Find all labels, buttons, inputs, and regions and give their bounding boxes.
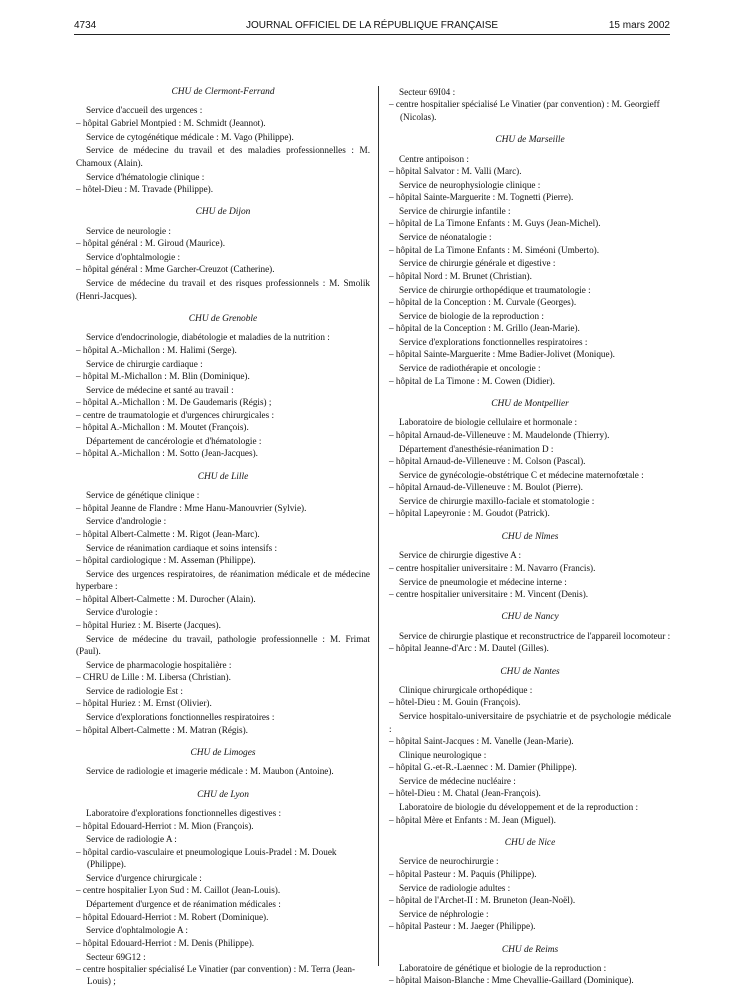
service-entry: [389, 205, 671, 230]
service-name: Département de cancérologie et d'hématologie :: [86, 435, 262, 446]
hospital-line: – centre hospitalier spécialisé Le Vinatier (par convention) : M. Terra (Jean-Louis) ;: [76, 963, 370, 988]
service-entry: [76, 872, 370, 897]
service-entry: [76, 633, 370, 658]
chu-section: [76, 471, 370, 736]
service-entry: [389, 749, 671, 774]
hospital-line: – centre hospitalier Lyon Sud : M. Caillot (Jean-Louis).: [76, 884, 370, 896]
service-name: Service d'hématologie clinique :: [86, 171, 205, 182]
hospital-line: – hôpital Lapeyronie : M. Goudot (Patrick).: [389, 507, 671, 519]
hospital-line: – centre hospitalier universitaire : M. Navarro (Francis).: [389, 562, 671, 574]
section-title: CHU de Reims: [501, 944, 559, 955]
service-entry: [76, 489, 370, 514]
service-name: Service de chirurgie digestive A :: [399, 550, 522, 561]
chu-section: [76, 747, 370, 778]
hospital-line: – hôpital cardio-vasculaire et pneumologique Louis-Pradel : M. Douek (Philippe).: [76, 846, 370, 871]
hospital-line: – hôpital A.-Michallon : M. De Gaudemaris (Régis) ;: [76, 396, 370, 408]
service-name: Service de biologie de la reproduction :: [399, 310, 544, 321]
hospital-line: – hôtel-Dieu : M. Travade (Philippe).: [76, 183, 370, 195]
hospital-line: – hôpital de La Timone Enfants : M. Guys (Jean-Michel).: [389, 217, 671, 229]
hospital-line: – hôpital Huriez : M. Ernst (Olivier).: [76, 697, 370, 709]
section-title: CHU de Montpellier: [491, 399, 569, 410]
service-entry: [76, 131, 370, 143]
service-name: Centre antipoison :: [399, 153, 469, 164]
service-entry: [76, 144, 370, 169]
service-entry: [76, 807, 370, 832]
hospital-line: – hôpital Maison-Blanche : Mme Chevallie-Gaillard (Dominique).: [389, 974, 671, 986]
service-name: Service d'urologie :: [86, 607, 158, 618]
service-entry: [389, 179, 671, 204]
service-entry: [76, 606, 370, 631]
service-entry: [389, 630, 671, 655]
hospital-line: – hôpital Arnaud-de-Villeneuve : M. Colson (Pascal).: [389, 455, 671, 467]
hospital-line: – hôtel-Dieu : M. Chatal (Jean-François).: [389, 787, 671, 799]
service-name: Service de radiothérapie et oncologie :: [399, 363, 541, 374]
hospital-line: – hôtel-Dieu : M. Gouin (François).: [389, 696, 671, 708]
chu-section: [76, 789, 370, 988]
hospital-line: – hôpital Sainte-Marguerite : Mme Badier-Jolivet (Monique).: [389, 348, 671, 360]
service-name: Service d'endocrinologie, diabétologie et maladies de la nutrition :: [86, 332, 330, 343]
service-entry: [76, 542, 370, 567]
hospital-line: – hôpital Edouard-Herriot : M. Robert (Dominique).: [76, 911, 370, 923]
journal-title: JOURNAL OFFICIEL DE LA RÉPUBLIQUE FRANÇAISE: [245, 20, 499, 31]
service-name: Service de pharmacologie hospitalière :: [86, 659, 232, 670]
hospital-line: – hôpital de la Conception : M. Grillo (Jean-Marie).: [389, 322, 671, 334]
service-entry: [76, 765, 370, 777]
service-name: Service de radiologie adultes :: [399, 882, 511, 893]
service-name: Service d'urgence chirurgicale :: [86, 872, 202, 883]
service-entry: [389, 908, 671, 933]
service-name: Service de médecine du travail et des maladies professionnelles : M. Chamoux (Alain).: [76, 145, 370, 168]
hospital-line: – hôpital Jeanne de Flandre : Mme Hanu-Manouvrier (Sylvie).: [76, 502, 370, 514]
service-entry: [389, 855, 671, 880]
chu-section: [389, 837, 671, 933]
service-name: Service des urgences respiratoires, de réanimation médicale et de médecine hyperbare :: [76, 568, 370, 592]
hospital-line: – hôpital Salvator : M. Valli (Marc).: [389, 165, 671, 177]
hospital-line: – hôpital Gabriel Montpied : M. Schmidt (Jeannot).: [76, 117, 370, 129]
chu-section: [389, 531, 671, 600]
service-entry: [76, 515, 370, 540]
service-entry: [76, 833, 370, 870]
page-number: 4734: [74, 20, 97, 31]
hospital-line: – hôpital Jeanne-d'Arc : M. Dautel (Gilles).: [389, 642, 671, 654]
service-name: Service d'explorations fonctionnelles respiratoires :: [86, 712, 275, 723]
service-name: Service de gynécologie-obstétrique C et médecine maternofœtale :: [399, 469, 644, 480]
hospital-line: – hôpital A.-Michallon : M. Halimi (Serge).: [76, 344, 370, 356]
hospital-line: – hôpital Arnaud-de-Villeneuve : M. Boulot (Pierre).: [389, 481, 671, 493]
section-title: CHU de Grenoble: [188, 314, 258, 325]
service-entry: [76, 104, 370, 129]
right-column: [389, 86, 671, 998]
service-name: Service de radiologie A :: [86, 834, 177, 845]
section-title: CHU de Nice: [504, 837, 556, 848]
service-name: Service de médecine du travail et des risques professionnels : M. Smolik (Henri-Jacques).: [76, 278, 370, 301]
service-entry: [76, 358, 370, 383]
service-name: Laboratoire de biologie cellulaire et hormonale :: [399, 417, 578, 428]
service-entry: [389, 469, 671, 494]
section-title: CHU de Lille: [197, 471, 249, 482]
service-name: Service de néphrologie :: [399, 908, 489, 919]
hospital-line: – hôpital cardiologique : M. Asseman (Philippe).: [76, 554, 370, 566]
hospital-line: – hôpital Nord : M. Brunet (Christian).: [389, 270, 671, 282]
hospital-line: – hôpital de La Timone Enfants : M. Siméoni (Umberto).: [389, 244, 671, 256]
service-entry: [76, 435, 370, 460]
service-name: Laboratoire de génétique et biologie de la reproduction :: [399, 963, 607, 973]
section-title: CHU de Clermont-Ferrand: [171, 87, 275, 97]
service-name: Laboratoire de biologie du développement et de la reproduction :: [399, 802, 639, 813]
chu-section: [76, 86, 370, 195]
hospital-line: – hôpital Pasteur : M. Paquis (Philippe).: [389, 868, 671, 880]
service-entry: [389, 284, 671, 309]
service-name: Service d'explorations fonctionnelles respiratoires :: [399, 337, 588, 348]
chu-section: [389, 134, 671, 387]
service-entry: [76, 659, 370, 684]
hospital-line: – hôpital Albert-Calmette : M. Matran (Régis).: [76, 724, 370, 736]
service-name: Service de neurophysiologie clinique :: [399, 179, 541, 190]
hospital-line: – hôpital A.-Michallon : M. Moutet (François).: [76, 421, 370, 433]
hospital-line: – hôpital Mère et Enfants : M. Jean (Miguel).: [389, 814, 671, 826]
service-name: Département d'urgence et de réanimation médicales :: [86, 899, 281, 910]
section-title: CHU de Limoges: [190, 747, 256, 758]
service-entry: [389, 231, 671, 256]
service-entry: [389, 443, 671, 468]
hospital-line: – hôpital Albert-Calmette : M. Durocher (Alain).: [76, 593, 370, 605]
service-entry: [76, 384, 370, 434]
service-name: Service de chirurgie maxillo-faciale et stomatologie :: [399, 496, 595, 507]
service-name: Service de médecine nucléaire :: [399, 775, 516, 786]
hospital-line: – hôpital Huriez : M. Biserte (Jacques).: [76, 619, 370, 631]
chu-section: [389, 944, 671, 987]
chu-section: [389, 86, 671, 123]
section-title: CHU de Nancy: [501, 612, 559, 623]
service-name: Service d'ophtalmologie :: [86, 252, 181, 263]
service-entry: [76, 898, 370, 923]
service-name: Secteur 69I04 :: [399, 87, 456, 97]
section-title: CHU de Lyon: [197, 789, 249, 800]
section-title: CHU de Nantes: [500, 666, 560, 677]
hospital-line: – CHRU de Lille : M. Libersa (Christian).: [76, 671, 370, 683]
service-entry: [76, 277, 370, 302]
service-name: Service de chirurgie générale et digestive :: [399, 258, 556, 269]
hospital-line: – hôpital de l'Archet-II : M. Bruneton (Jean-Noël).: [389, 894, 671, 906]
hospital-line: – hôpital M.-Michallon : M. Blin (Dominique).: [76, 370, 370, 382]
hospital-line: – hôpital de La Timone : M. Cowen (Didier).: [389, 375, 671, 387]
service-name: Service de chirurgie orthopédique et traumatologie :: [399, 284, 591, 295]
left-column: [76, 86, 370, 999]
hospital-line: – hôpital Arnaud-de-Villeneuve : M. Maudelonde (Thierry).: [389, 429, 671, 441]
service-name: Clinique neurologique :: [399, 749, 487, 760]
hospital-line: – hôpital Saint-Jacques : M. Vanelle (Jean-Marie).: [389, 735, 671, 747]
service-entry: [389, 710, 671, 747]
service-entry: [76, 685, 370, 710]
service-name: Service de chirurgie plastique et reconstructrice de l'appareil locomoteur :: [399, 630, 671, 641]
service-name: Service de génétique clinique :: [86, 490, 200, 501]
service-name: Service de neurochirurgie :: [399, 856, 499, 867]
service-entry: [76, 711, 370, 736]
section-title: CHU de Nîmes: [501, 531, 559, 542]
service-entry: [76, 951, 370, 988]
service-name: Service de réanimation cardiaque et soins intensifs :: [86, 542, 278, 553]
service-entry: [389, 86, 671, 123]
chu-section: [389, 666, 671, 826]
service-name: Secteur 69G12 :: [86, 951, 146, 962]
hospital-line: – hôpital de la Conception : M. Curvale (Georges).: [389, 296, 671, 308]
service-name: Département d'anesthésie-réanimation D :: [399, 443, 554, 454]
service-name: Service d'andrologie :: [86, 516, 167, 527]
service-entry: [389, 416, 671, 441]
hospital-line: – centre hospitalier universitaire : M. Vincent (Denis).: [389, 588, 671, 600]
service-name: Laboratoire d'explorations fonctionnelles digestives :: [86, 808, 282, 819]
service-entry: [76, 171, 370, 196]
hospital-line: – hôpital A.-Michallon : M. Sotto (Jean-Jacques).: [76, 447, 370, 459]
service-name: Service de néonatalogie :: [399, 232, 492, 243]
service-entry: [76, 331, 370, 356]
service-entry: [389, 801, 671, 826]
service-name: Service de médecine et santé au travail :: [86, 384, 234, 395]
chu-section: [389, 611, 671, 654]
service-entry: [389, 310, 671, 335]
page-header: [74, 18, 670, 35]
service-name: Service hospitalo-universitaire de psychiatrie et de psychologie médicale :: [389, 711, 671, 734]
hospital-line: – hôpital Pasteur : M. Jaeger (Philippe).: [389, 920, 671, 932]
service-name: Service de pneumologie et médecine interne :: [399, 576, 567, 587]
hospital-line: – hôpital Sainte-Marguerite : M. Tognetti (Pierre).: [389, 191, 671, 203]
service-name: Service d'accueil des urgences :: [86, 105, 203, 116]
service-entry: [389, 775, 671, 800]
service-name: Clinique chirurgicale orthopédique :: [399, 684, 533, 695]
service-entry: [389, 549, 671, 574]
chu-section: [76, 313, 370, 460]
service-entry: [389, 362, 671, 387]
service-entry: [389, 962, 671, 987]
service-name: Service de cytogénétique médicale : M. Vago (Philippe).: [86, 131, 294, 142]
service-entry: [76, 568, 370, 605]
hospital-line: – hôpital G.-et-R.-Laennec : M. Damier (Philippe).: [389, 761, 671, 773]
service-name: Service de radiologie et imagerie médicale : M. Maubon (Antoine).: [86, 766, 334, 777]
chu-section: [389, 398, 671, 520]
chu-section: [76, 206, 370, 302]
hospital-line: – hôpital Edouard-Herriot : M. Mion (François).: [76, 820, 370, 832]
section-title: CHU de Marseille: [495, 135, 565, 146]
hospital-line: – centre hospitalier spécialisé Le Vinatier (par convention) : M. Georgieff (Nicolas).: [389, 98, 671, 123]
service-entry: [389, 257, 671, 282]
hospital-line: – centre de traumatologie et d'urgences chirurgicales :: [76, 409, 370, 421]
service-name: Service de chirurgie cardiaque :: [86, 358, 203, 369]
hospital-line: – hôpital général : M. Giroud (Maurice).: [76, 237, 370, 249]
service-entry: [389, 882, 671, 907]
hospital-line: – hôpital Albert-Calmette : M. Rigot (Jean-Marc).: [76, 528, 370, 540]
service-name: Service d'ophtalmologie A :: [86, 925, 188, 936]
service-name: Service de médecine du travail, pathologie professionnelle : M. Frimat (Paul).: [76, 633, 370, 656]
service-entry: [76, 251, 370, 276]
column-divider: [378, 86, 379, 966]
service-entry: [76, 225, 370, 250]
service-name: Service de radiologie Est :: [86, 685, 183, 696]
service-entry: [389, 576, 671, 601]
service-name: Service de neurologie :: [86, 225, 171, 236]
service-entry: [389, 495, 671, 520]
service-entry: [389, 153, 671, 178]
publication-date: 15 mars 2002: [608, 20, 670, 31]
service-entry: [389, 684, 671, 709]
hospital-line: – hôpital Edouard-Herriot : M. Denis (Philippe).: [76, 937, 370, 949]
hospital-line: – hôpital général : Mme Garcher-Creuzot (Catherine).: [76, 263, 370, 275]
section-title: CHU de Dijon: [195, 207, 251, 218]
service-name: Service de chirurgie infantile :: [399, 206, 511, 217]
service-entry: [389, 336, 671, 361]
service-entry: [76, 924, 370, 949]
